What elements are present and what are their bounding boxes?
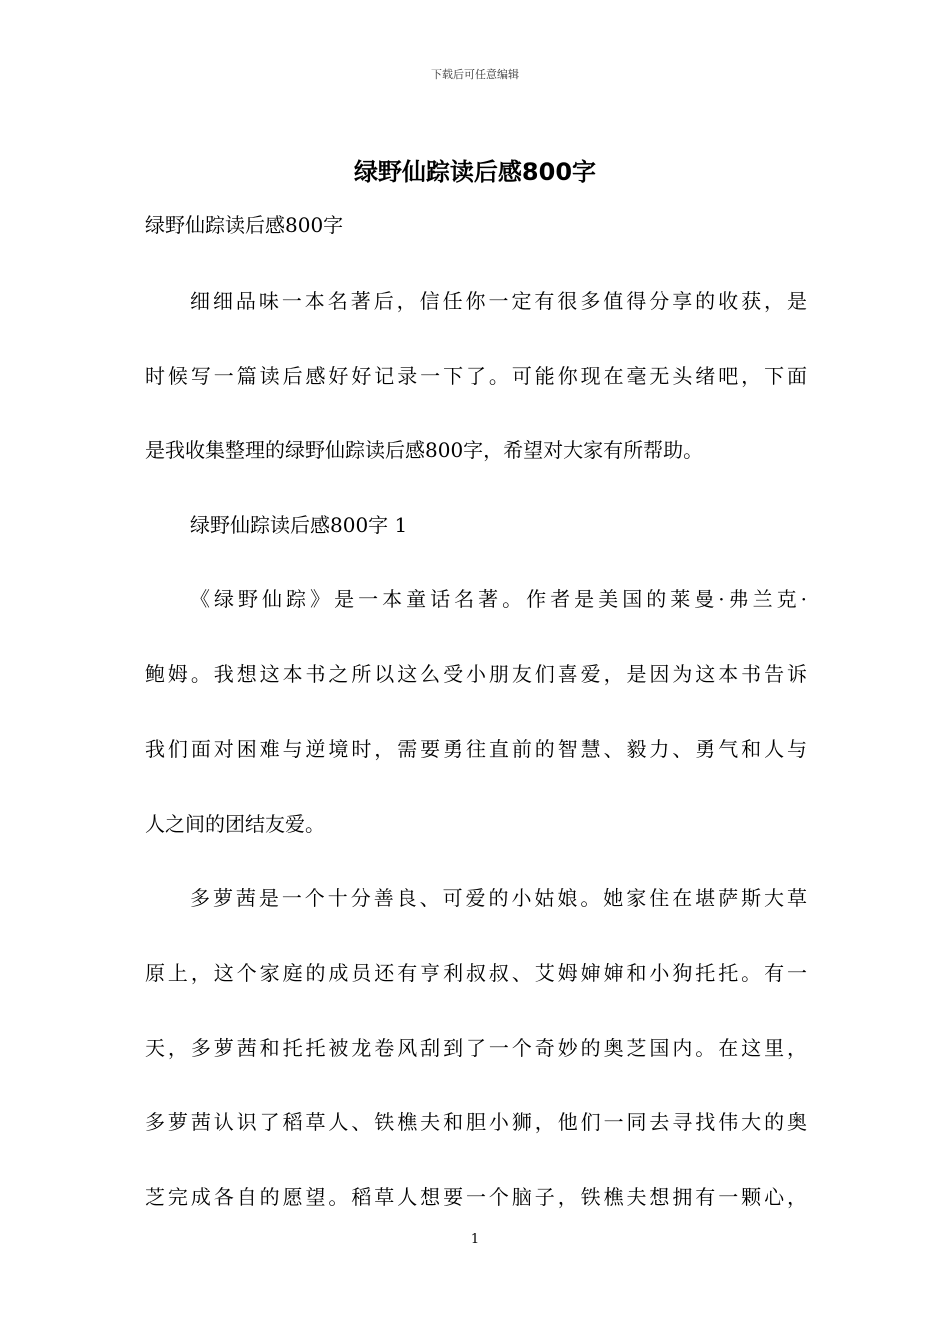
header-note: 下载后可任意编辑 xyxy=(431,68,519,81)
paragraph-line: 是我收集整理的绿野仙踪读后感800字，希望对大家有所帮助。 xyxy=(145,438,704,462)
paragraph-line: 鲍姆。我想这本书之所以这么受小朋友们喜爱，是因为这本书告诉 xyxy=(145,662,807,686)
paragraph-line: 时候写一篇读后感好好记录一下了。可能你现在毫无头绪吧，下面 xyxy=(145,364,807,388)
paragraph-line: 人之间的团结友爱。 xyxy=(145,812,325,836)
section-heading: 绿野仙踪读后感800字 1 xyxy=(190,513,408,537)
document-title: 绿野仙踪读后感800字 xyxy=(353,158,597,186)
paragraph-line: 细细品味一本名著后，信任你一定有很多值得分享的收获，是 xyxy=(190,289,807,313)
paragraph-line: 《绿野仙踪》是一本童话名著。作者是美国的莱曼·弗兰克· xyxy=(190,587,807,611)
page-number: 1 xyxy=(470,1232,480,1247)
subtitle-line: 绿野仙踪读后感800字 xyxy=(145,213,344,237)
paragraph-line: 多萝茜认识了稻草人、铁樵夫和胆小狮，他们一同去寻找伟大的奥 xyxy=(145,1110,807,1134)
paragraph-line: 芝完成各自的愿望。稻草人想要一个脑子，铁樵夫想拥有一颗心， xyxy=(145,1185,807,1209)
paragraph-line: 多萝茜是一个十分善良、可爱的小姑娘。她家住在堪萨斯大草 xyxy=(190,886,807,910)
paragraph-line: 我们面对困难与逆境时，需要勇往直前的智慧、毅力、勇气和人与 xyxy=(145,737,807,761)
paragraph-line: 原上，这个家庭的成员还有亨利叔叔、艾姆婶婶和小狗托托。有一 xyxy=(145,961,807,985)
paragraph-line: 天，多萝茜和托托被龙卷风刮到了一个奇妙的奥芝国内。在这里， xyxy=(145,1036,807,1060)
